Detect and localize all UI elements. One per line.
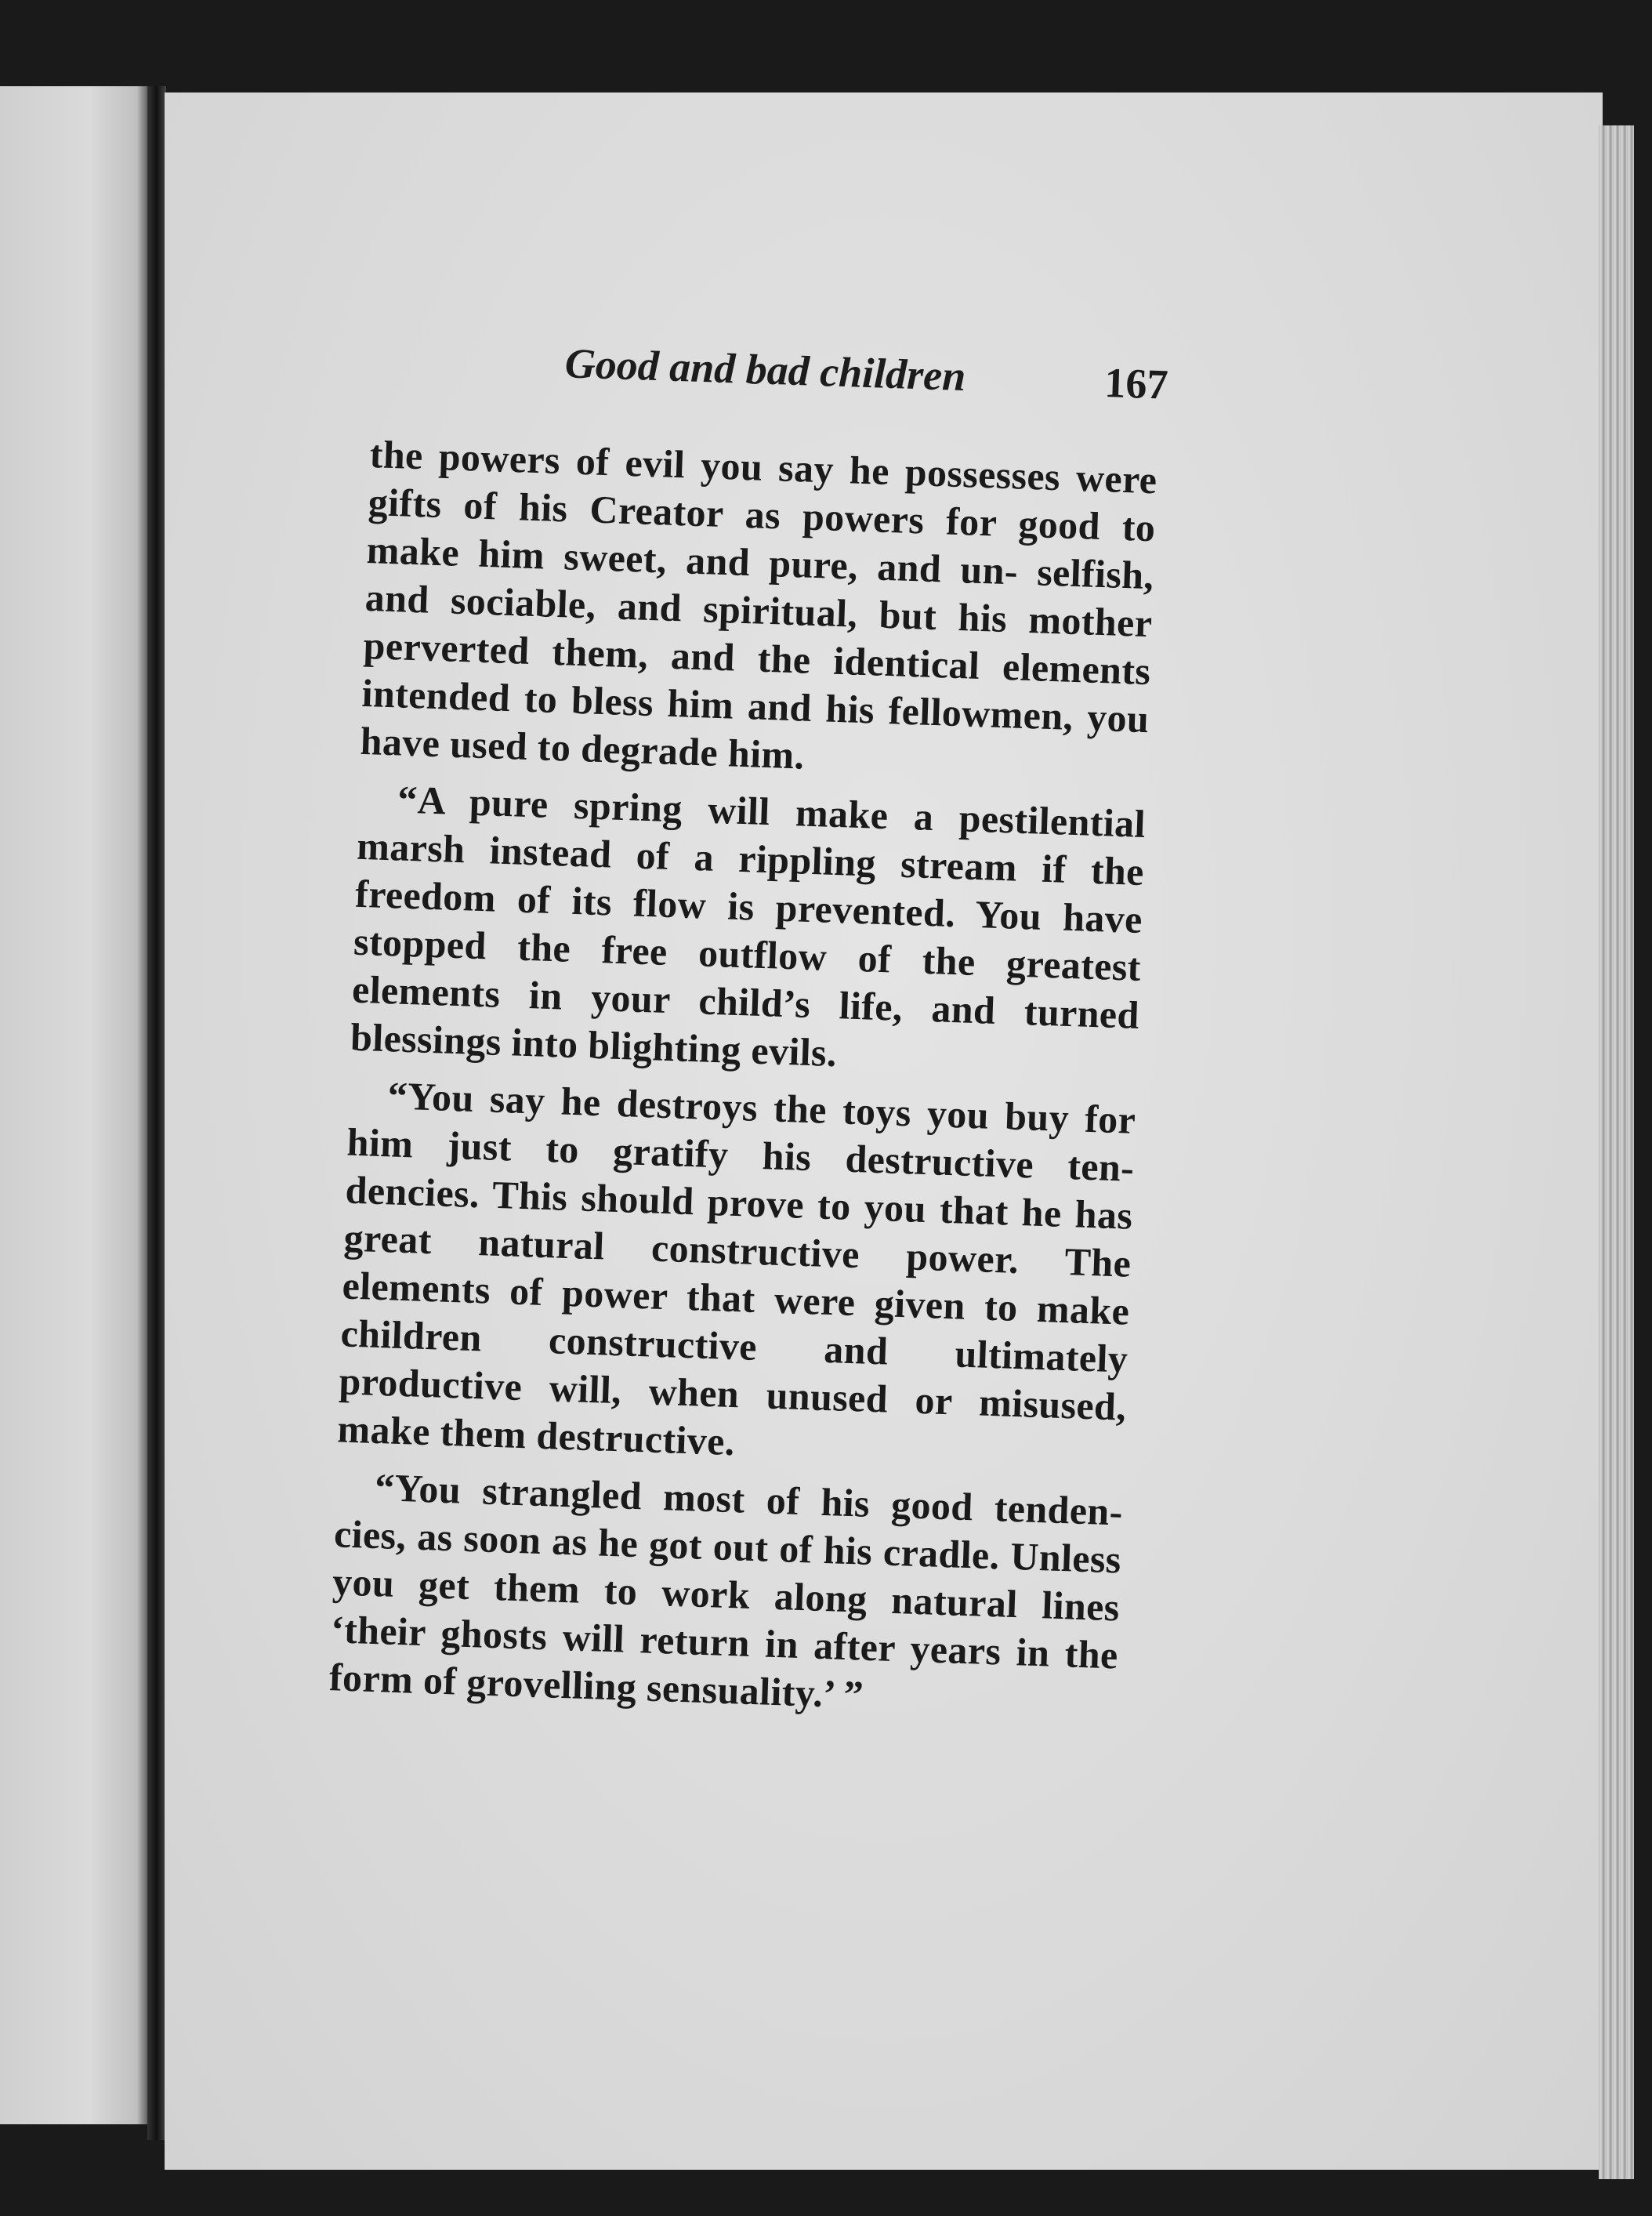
paragraph: “You say he destroys the toys you buy for him just to gratify his destructive ten- dencies. This should prove to you that he has great natural constructive power. The elements of power that were given to make children constructive and ultimately productive will, when unused or misused, make them destructive. <box>336 1073 1137 1464</box>
paragraph: “You strangled most of his good tenden- cies, as soon as he got out of his cradle. Unless you get them to work along natural lines ‘their ghosts will return in after years in the form of grovelling sensuality.’ ” <box>328 1464 1124 1717</box>
body-text <box>328 430 1158 1736</box>
page-number: 167 <box>1103 359 1169 408</box>
paragraph: the powers of evil you say he possesses were gifts of his Creator as powers for good to make him sweet, and pure, and un- selfish, and sociable, and spiritual, but his mother perverted them, and the identical elements intended to bless him and his fellowmen, you have used to degrade him. <box>359 432 1158 778</box>
page-header <box>375 332 1168 421</box>
paragraph: “A pure spring will make a pestilential marsh instead of a rippling stream if the freedom of its flow is prevented. You have stopped the free outflow of the greatest elements in your child’s life, and turned blessings into blighting evils. <box>350 777 1147 1075</box>
running-title: Good and bad children <box>563 339 967 401</box>
